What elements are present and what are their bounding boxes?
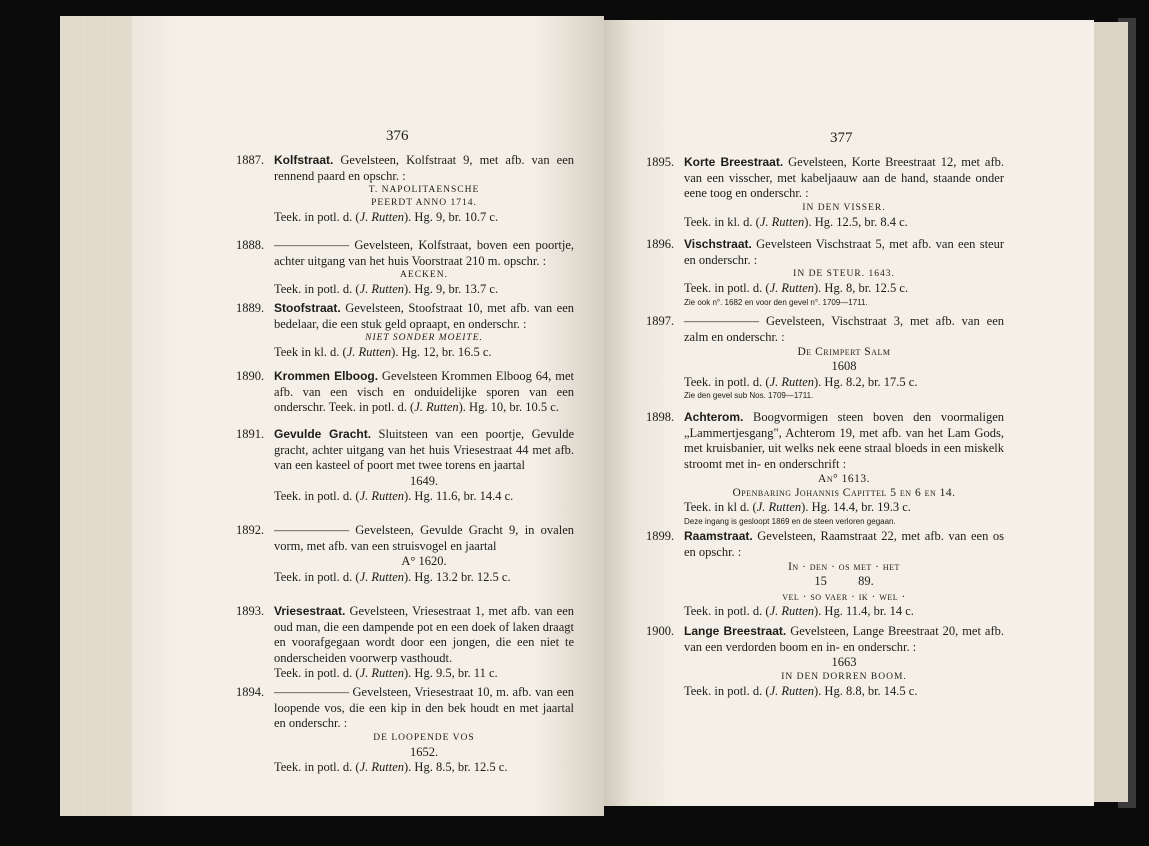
entry-title: Vriesestraat. xyxy=(274,604,346,618)
teek-author: J. Rutten xyxy=(346,345,392,359)
teek-text: Teek. in potl. d. ( xyxy=(274,666,360,680)
teek-dims: ). Hg. 13.2 br. 12.5 c. xyxy=(404,569,511,584)
teek-text: Teek. in potl. d. ( xyxy=(684,603,770,618)
entry-text: Gevelsteen, Vriesestraat 1, met afb. van een oud man, die een dampende pot en een doek of laken draagt en voorafgegaan wordt door een jongen, die een niet te onderscheiden voorwerp vasthoudt. xyxy=(274,604,574,665)
teek-text: Teek. in potl. d. ( xyxy=(274,760,360,774)
teek-dims: ). Hg. 9, br. 10.7 c. xyxy=(404,210,499,224)
entry-title: Achterom. xyxy=(684,410,744,424)
entry-number: 1892. xyxy=(236,523,265,537)
inscription: AECKEN. xyxy=(400,270,448,280)
right-page xyxy=(604,20,1094,806)
inscription: IN DE STEUR. 1643. xyxy=(793,269,895,279)
entry-number: 1893. xyxy=(236,604,265,618)
page-edges-left xyxy=(60,16,138,816)
inscription: IN DEN DORREN BOOM. xyxy=(781,671,907,682)
entry-text: Gevelsteen, Stoofstraat 10, met afb. van een bedelaar, die een stuk geld opraapt, en onderschr. : xyxy=(274,301,574,331)
entry-text: Gevelsteen, Vriesestraat 10, m. afb. van een loopende vos, die een kip in den bek houdt en met jaartal en onderschr. : xyxy=(274,685,575,730)
entry-1896 xyxy=(646,237,1004,308)
entry-text: Gevelsteen Vischstraat 5, met afb. van een steur en onderschr. : xyxy=(684,237,1004,267)
footnote: Zie den gevel sub Nos. 1709—1711. xyxy=(684,391,814,400)
entry-number: 1900. xyxy=(646,624,675,638)
entry-text: Boogvormigen steen boven den voormaligen „Lammertjesgang", Achterom 19, met afb. van het Lam Gods, met kruisbanier, uit welks nek eene straal bloeds in een miskelk stroomt met in- en onderschrift : xyxy=(684,410,1004,471)
teek-text: Teek. in kl d. ( xyxy=(684,500,757,514)
teek-text: Teek. in potl. d. ( xyxy=(684,281,770,295)
inscription: PEERDT ANNO 1714. xyxy=(371,198,477,208)
teek-dims: ). Hg. 10, br. 10.5 c. xyxy=(458,400,559,414)
inscription: In · den · os met · het xyxy=(788,561,900,573)
teek-author: J. Rutten xyxy=(769,374,815,389)
entry-title: —————— xyxy=(274,685,349,699)
inscription: An° 1613. xyxy=(818,473,870,485)
footnote: Zie ook n°. 1682 en voor den gevel n°. 1709—1711. xyxy=(684,297,868,307)
entry-1892 xyxy=(236,523,574,585)
teek-author: J. Rutten xyxy=(359,760,405,774)
teek-author: J. Rutten xyxy=(359,569,405,584)
entry-1897 xyxy=(646,314,1005,401)
teek-author: J. Rutten xyxy=(756,500,802,514)
entry-title: Raamstraat. xyxy=(684,529,753,543)
teek-author: J. Rutten xyxy=(759,214,805,229)
inscription: vel · so vaer · ik · wel · xyxy=(782,590,906,603)
teek-dims: ). Hg. 9, br. 13.7 c. xyxy=(404,282,499,296)
entry-title: Kolfstraat. xyxy=(274,153,334,167)
entry-number: 1889. xyxy=(236,301,265,315)
entry-1889 xyxy=(236,301,574,361)
inscription: Openbaring Johannis Capittel 5 en 6 en 14. xyxy=(732,487,956,499)
entry-1895 xyxy=(646,155,1005,230)
inscription: 1649. xyxy=(409,473,439,488)
teek-dims: ). Hg. 14.4, br. 19.3 c. xyxy=(801,500,911,514)
entry-text: Gevelsteen, Vischstraat 3, met afb. van een zalm en onderschr. : xyxy=(684,314,1005,344)
entry-number: 1895. xyxy=(646,155,675,169)
left-page xyxy=(132,16,604,816)
teek-text: Teek. in potl. d. ( xyxy=(274,210,360,224)
entry-text: Gevelsteen, Kolfstraat, boven een poortje, achter uitgang van het huis Voorstraat 210 m. opschr. : xyxy=(274,238,575,268)
entry-text: Gevelsteen, Lange Breestraat 20, met afb. van een verdorden boom en in- en onderschr. : xyxy=(684,624,1005,654)
entry-1899 xyxy=(646,529,1005,619)
inscription: 1652. xyxy=(409,744,439,759)
entry-number: 1894. xyxy=(236,685,265,699)
entry-title: —————— xyxy=(274,523,349,537)
teek-text: Teek. in potl. d. ( xyxy=(274,569,360,584)
entry-1887 xyxy=(236,153,574,226)
teek-text: Teek. in potl. d. ( xyxy=(274,282,360,296)
entry-text: Gevelsteen Krommen Elboog 64, met afb. van een visch en onduidelijke sporen van een onderschr. Teek. in potl. d. ( xyxy=(274,369,574,414)
inscription: IN DEN VISSER. xyxy=(802,202,886,213)
entry-1898 xyxy=(646,410,1004,527)
inscription: 1608 xyxy=(831,359,857,373)
teek-author: J. Rutten xyxy=(359,666,405,680)
entry-title: Gevulde Gracht. xyxy=(274,427,372,441)
entry-1888 xyxy=(236,238,575,298)
teek-dims: ). Hg. 8.8, br. 14.5 c. xyxy=(814,683,918,698)
entry-title: Korte Breestraat. xyxy=(684,155,784,169)
entry-number: 1896. xyxy=(646,237,675,251)
teek-dims: ). Hg. 8.2, br. 17.5 c. xyxy=(814,374,918,389)
inscription: DE LOOPENDE VOS xyxy=(373,732,475,743)
entry-number: 1888. xyxy=(236,238,265,252)
teek-dims: ). Hg. 11.4, br. 14 c. xyxy=(814,603,914,618)
inscription: T. NAPOLITAENSCHE xyxy=(368,185,480,195)
teek-text: Teek. in potl. d. ( xyxy=(684,374,770,389)
entry-1891 xyxy=(236,427,575,505)
teek-dims: ). Hg. 12, br. 16.5 c. xyxy=(391,345,492,359)
teek-author: J. Rutten xyxy=(414,400,459,414)
footnote: Deze ingang is gesloopt 1869 en de steen verloren gegaan. xyxy=(684,516,896,526)
inscription: NIET SONDER MOEITE. xyxy=(365,333,483,343)
entry-1894 xyxy=(236,685,575,776)
teek-text: Teek in kl. d. ( xyxy=(274,345,347,359)
entry-1900 xyxy=(646,624,1005,699)
entry-text: Gevelsteen, Gevulde Gracht 9, in ovalen vorm, met afb. van een struisvogel en jaartal xyxy=(274,523,574,553)
inscription: 1663 xyxy=(831,655,857,669)
entry-text: Gevelsteen, Kolfstraat 9, met afb. van een rennend paard en opschr. : xyxy=(274,153,574,183)
teek-author: J. Rutten xyxy=(769,603,815,618)
entry-number: 1897. xyxy=(646,314,675,328)
teek-text: Teek. in potl. d. ( xyxy=(274,489,360,503)
entry-title: Vischstraat. xyxy=(684,237,752,251)
teek-text: Teek. in potl. d. ( xyxy=(684,683,770,698)
teek-dims: ). Hg. 8.5, br. 12.5 c. xyxy=(404,760,508,774)
entry-title: Lange Breestraat. xyxy=(684,624,787,638)
entry-text: Gevelsteen, Korte Breestraat 12, met afb. van een visscher, met kabeljaauw aan de hand, staande onder eene toog en onderschr. : xyxy=(684,155,1005,200)
entry-number: 1899. xyxy=(646,529,675,543)
page-number: 377 xyxy=(830,130,853,146)
entry-title: —————— xyxy=(684,314,759,328)
entry-1893 xyxy=(236,604,574,682)
entry-number: 1891. xyxy=(236,427,265,441)
teek-author: J. Rutten xyxy=(769,683,815,698)
teek-dims: ). Hg. 9.5, br. 11 c. xyxy=(404,666,498,680)
teek-dims: ). Hg. 12.5, br. 8.4 c. xyxy=(804,214,908,229)
entry-number: 1887. xyxy=(236,153,265,167)
teek-dims: ). Hg. 11.6, br. 14.4 c. xyxy=(404,489,514,503)
page-number: 376 xyxy=(386,128,409,144)
entry-1890 xyxy=(236,369,574,416)
teek-author: J. Rutten xyxy=(359,282,405,296)
teek-author: J. Rutten xyxy=(359,489,405,503)
entry-title: Stoofstraat. xyxy=(274,301,341,315)
entry-number: 1898. xyxy=(646,410,675,424)
inscription: De Crimpert Salm xyxy=(797,346,891,358)
inscription: A° 1620. xyxy=(401,554,447,568)
entry-title: —————— xyxy=(274,238,349,252)
entry-text: Sluitsteen van een poortje, Gevulde gracht, achter uitgang van het huis Vriesestraat 44 met afb. van een kasteel of poort met twee torens en jaartal xyxy=(274,427,575,472)
teek-author: J. Rutten xyxy=(359,210,405,224)
teek-dims: ). Hg. 8, br. 12.5 c. xyxy=(814,281,909,295)
teek-text: Teek. in kl. d. ( xyxy=(684,214,760,229)
teek-author: J. Rutten xyxy=(769,281,815,295)
entry-number: 1890. xyxy=(236,369,265,383)
inscription: 15 89. xyxy=(814,574,874,588)
page-edges-right xyxy=(1092,22,1128,802)
entry-text: Gevelsteen, Raamstraat 22, met afb. van een os en opschr. : xyxy=(684,529,1005,559)
entry-title: Krommen Elboog. xyxy=(274,369,379,383)
